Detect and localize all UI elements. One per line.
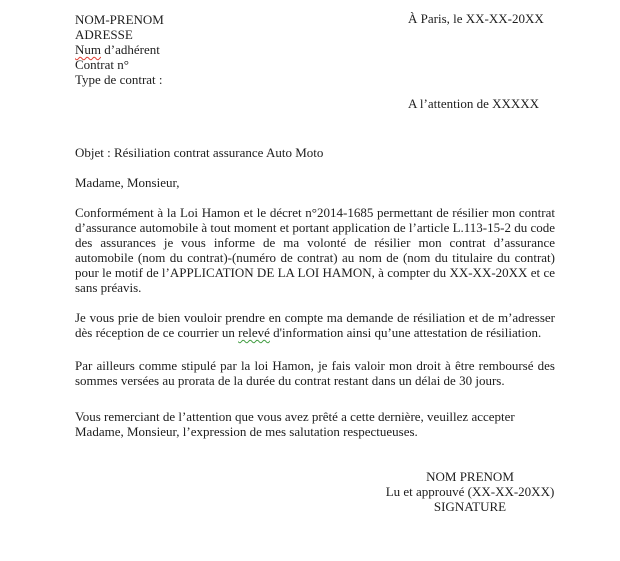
signature-label: SIGNATURE <box>433 499 507 514</box>
signature-name: NOM PRENOM <box>426 469 514 484</box>
member-number-rest: d’adhérent <box>101 42 160 57</box>
sender-address: ADRESSE <box>75 27 133 42</box>
attention-line: A l’attention de XXXXX <box>408 96 540 111</box>
body-paragraph-1: Conformément à la Loi Hamon et le décret n°2014-1685 permettant de résilier mon contrat d’assurance automobile à tout moment et portant application de l’article L.113-15-2 du code des assurances je vous informe de ma volonté de résilier mon contrat d’assurance automobile (nom du contrat)-(numéro de contrat) au nom de (nom du titulaire du contrat) pour le motif de l’APPLICATION DE LA LOI HAMON, à compter du XX-XX-20XX et ce sans préavis. <box>75 205 555 295</box>
closing-paragraph: Vous remerciant de l’attention que vous avez prêté a cette dernière, veuillez accepter Madame, Monsieur, l’expression de mes salutation respectueuses. <box>75 409 515 439</box>
body-paragraph-3: Par ailleurs comme stipulé par la loi Hamon, je fais valoir mon droit à être remboursé des sommes versées au prorata de la durée du contrat restant dans un délai de 30 jours. <box>75 358 555 388</box>
sender-contract-type: Type de contrat : <box>75 72 163 87</box>
letter-content <box>75 0 555 514</box>
letter-date-place-line: À Paris, le XX-XX-20XX <box>408 11 544 26</box>
signature-block <box>385 469 555 514</box>
sender-contract-number: Contrat n° <box>75 57 129 72</box>
misspelled-word-num: Num <box>75 42 101 57</box>
sender-member-number <box>75 42 555 57</box>
salutation-line: Madame, Monsieur, <box>75 175 180 190</box>
paragraph-2-part-2: d'information ainsi qu’une attestation de résiliation. <box>269 325 542 340</box>
signature-approval: Lu et approuvé (XX-XX-20XX) <box>385 484 555 499</box>
subject-line: Objet : Résiliation contrat assurance Auto Moto <box>75 145 324 160</box>
paragraph-2-part-1: Je vous prie de bien vouloir prendre en compte ma demande de résiliation et de m’adresser dès réception de ce courrier un <box>75 310 555 340</box>
sender-name: NOM-PRENOM <box>75 12 164 27</box>
body-paragraph-2 <box>75 310 555 340</box>
sender-block <box>75 12 555 87</box>
grammar-flagged-word-releve: relevé <box>238 325 270 340</box>
